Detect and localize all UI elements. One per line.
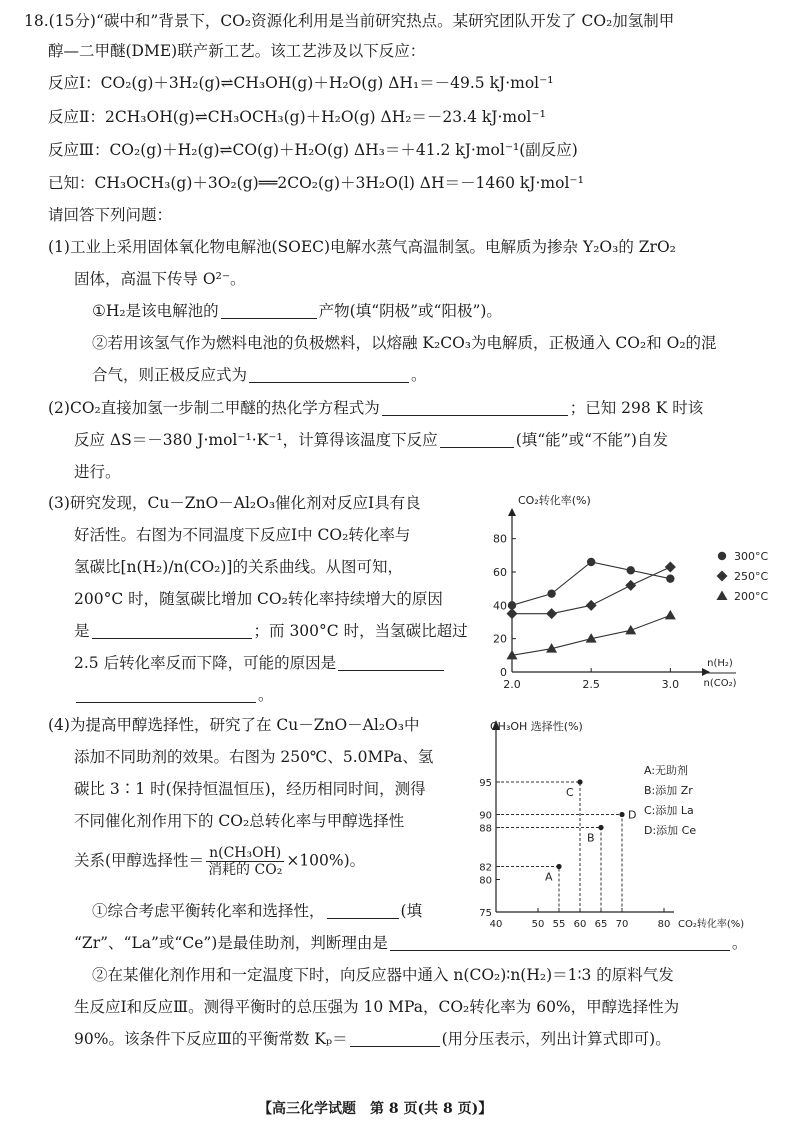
x-tick-label: 40 bbox=[489, 919, 503, 930]
series-point bbox=[547, 589, 555, 597]
legend-label: 250°C bbox=[734, 570, 769, 583]
answer-blank-4a[interactable] bbox=[327, 904, 399, 919]
answer-blank-1b[interactable] bbox=[249, 368, 409, 383]
point-label: C bbox=[566, 786, 574, 799]
part1-b-line2 bbox=[92, 368, 427, 384]
y-axis-arrow bbox=[508, 508, 516, 516]
page-footer: 【高三化学试题 第 8 页(共 8 页)】 bbox=[258, 1101, 493, 1117]
series-point bbox=[666, 574, 674, 582]
series-point bbox=[665, 610, 676, 620]
x-tick-label: 3.0 bbox=[661, 678, 680, 691]
part3-line7-post: 。 bbox=[258, 686, 274, 704]
part1-line1: (1)工业上采用固体氧化物电解池(SOEC)电解水蒸气高温制氢。电解质为掺杂 Y₂O₃的 ZrO₂ bbox=[48, 238, 676, 256]
part4-b-line3 bbox=[74, 1032, 671, 1048]
series-line bbox=[512, 562, 670, 605]
part1-b-line1: ②若用该氢气作为燃料电池的负极燃料，以熔融 K₂CO₃为电解质，正极通入 CO₂和 O₂的混 bbox=[92, 334, 717, 352]
part2-pre: (2)CO₂直接加氢一步制二甲醚的热化学方程式为 bbox=[48, 399, 380, 417]
part3-line5-post: ；而 300°C 时，当氢碳比超过 bbox=[253, 622, 468, 640]
part1-a-post: 产物(填“阴极”或“阳极”)。 bbox=[318, 302, 502, 320]
prompt: 请回答下列问题： bbox=[48, 206, 173, 224]
legend-label: 200°C bbox=[734, 590, 769, 603]
legend-item: D:添加 Ce bbox=[644, 824, 697, 837]
series-point bbox=[587, 558, 595, 566]
part4-line5 bbox=[74, 846, 365, 877]
part3-line3: 氢碳比[n(H₂)/n(CO₂)]的关系曲线。从图可知， bbox=[74, 558, 403, 576]
point-label: A bbox=[545, 870, 553, 884]
legend-item: C:添加 La bbox=[644, 804, 694, 817]
legend-marker bbox=[717, 591, 728, 601]
y-tick-label: 95 bbox=[479, 778, 492, 789]
legend-item: A:无助剂 bbox=[644, 764, 689, 777]
series-point bbox=[627, 566, 635, 574]
question-intro-line2: 醇—二甲醚(DME)联产新工艺。该工艺涉及以下反应： bbox=[48, 42, 426, 60]
part2-line2 bbox=[74, 433, 668, 449]
data-point bbox=[619, 812, 624, 817]
part4-b-line2: 生反应Ⅰ和反应Ⅲ。测得平衡时的总压强为 10 MPa，CO₂转化率为 60%，甲醇选择性为 bbox=[74, 998, 680, 1016]
y-axis-label: CH₃OH 选择性(%) bbox=[490, 720, 583, 733]
reaction-2: 反应Ⅱ：2CH₃OH(g)⇌CH₃OCH₃(g)＋H₂O(g) ΔH₂＝－23.4 kJ·mol⁻¹ bbox=[48, 108, 546, 126]
part1-line2: 固体，高温下传导 O²⁻。 bbox=[74, 270, 246, 288]
x-tick-label: 50 bbox=[531, 919, 545, 930]
part1-b-pre: 合气，则正极反应式为 bbox=[92, 366, 248, 384]
known-reaction: 已知：CH₃OCH₃(g)＋3O₂(g)══2CO₂(g)＋3H₂O(l) ΔH＝－1460 kJ·mol⁻¹ bbox=[48, 174, 584, 192]
part1-b-post: 。 bbox=[411, 366, 427, 384]
y-tick-label: 90 bbox=[479, 810, 492, 822]
y-tick-label: 60 bbox=[493, 566, 507, 579]
part2-line3: 进行。 bbox=[74, 463, 121, 481]
selectivity-chart bbox=[468, 714, 788, 932]
part3-line7 bbox=[74, 688, 274, 704]
part2-post: ；已知 298 K 时该 bbox=[569, 399, 704, 417]
y-tick-label: 80 bbox=[493, 532, 507, 546]
y-tick-label: 40 bbox=[493, 599, 507, 613]
part2-line1 bbox=[48, 401, 703, 417]
part4-a-pre: ①综合考虑平衡转化率和选择性， bbox=[92, 902, 325, 920]
part4-line4: 不同催化剂作用下的 CO₂总转化率与甲醇选择性 bbox=[74, 812, 405, 830]
selectivity-fraction bbox=[206, 846, 284, 877]
part3-line6-text: 2.5 后转化率反而下降，可能的原因是 bbox=[74, 654, 337, 672]
answer-blank-1a[interactable] bbox=[221, 304, 317, 319]
x-axis-arrow bbox=[702, 668, 710, 676]
y-tick-label: 80 bbox=[479, 875, 492, 887]
part1-a-pre: ①H₂是该电解池的 bbox=[92, 302, 219, 320]
part4-line2: 添加不同助剂的效果。右图为 250℃、5.0MPa、氢 bbox=[74, 748, 434, 766]
series-point bbox=[625, 580, 636, 591]
series-point bbox=[586, 600, 597, 611]
part4-a-line1 bbox=[92, 904, 422, 920]
answer-blank-2a[interactable] bbox=[382, 401, 568, 416]
x-tick-label: 2.5 bbox=[582, 678, 600, 691]
guide-line bbox=[496, 782, 580, 912]
answer-blank-2b[interactable] bbox=[440, 433, 514, 448]
legend-marker bbox=[717, 571, 728, 582]
answer-blank-3a[interactable] bbox=[92, 624, 252, 639]
question-intro-line1: 18.(15分)“碳中和”背景下，CO₂资源化利用是当前研究热点。某研究团队开发了 CO₂加氢制甲 bbox=[24, 12, 675, 30]
part4-b-line3-pre: 90%。该条件下反应Ⅲ的平衡常数 Kₚ＝ bbox=[74, 1030, 348, 1048]
fraction-numerator: n(CH₃OH) bbox=[206, 846, 284, 862]
part4-a-line2-pre: “Zr”、“La”或“Ce”)是最佳助剂，判断理由是 bbox=[74, 934, 388, 952]
series-point bbox=[546, 608, 557, 619]
answer-blank-3b-cont[interactable] bbox=[76, 688, 256, 703]
point-label: B bbox=[587, 831, 595, 845]
data-point bbox=[577, 779, 582, 784]
y-tick-label: 75 bbox=[479, 908, 492, 919]
data-point bbox=[598, 825, 603, 830]
answer-blank-4b[interactable] bbox=[350, 1032, 440, 1047]
x-tick-label: 55 bbox=[552, 919, 566, 930]
part4-b-line3-post: (用分压表示，列出计算式即可)。 bbox=[441, 1030, 671, 1048]
part4-a-line2 bbox=[74, 936, 747, 952]
part3-line6 bbox=[74, 656, 446, 672]
conversion-chart bbox=[484, 490, 784, 710]
part3-line5 bbox=[74, 624, 468, 640]
part2-line2-pre: 反应 ΔS＝－380 J·mol⁻¹·K⁻¹，计算得该温度下反应 bbox=[74, 431, 438, 449]
y-tick-label: 88 bbox=[479, 823, 492, 835]
reaction-1: 反应Ⅰ：CO₂(g)＋3H₂(g)⇌CH₃OH(g)＋H₂O(g) ΔH₁＝－49.5 kJ·mol⁻¹ bbox=[48, 74, 554, 92]
part4-a-post: (填 bbox=[400, 902, 423, 920]
y-axis-label: CO₂转化率(%) bbox=[518, 494, 591, 507]
y-tick-label: 0 bbox=[500, 666, 507, 679]
reaction-3: 反应Ⅲ：CO₂(g)＋H₂(g)⇌CO(g)＋H₂O(g) ΔH₃＝＋41.2 kJ·mol⁻¹(副反应) bbox=[48, 141, 578, 159]
part3-line1: (3)研究发现，Cu－ZnO－Al₂O₃催化剂对反应Ⅰ具有良 bbox=[48, 494, 421, 512]
x-axis-label: CO₂转化率(%) bbox=[678, 919, 745, 930]
part3-line4: 200°C 时，随氢碳比增加 CO₂转化率持续增大的原因 bbox=[74, 590, 443, 608]
part4-line5-pre: 关系(甲醇选择性＝ bbox=[74, 851, 205, 870]
fraction-denominator: 消耗的 CO₂ bbox=[208, 862, 283, 878]
series-point bbox=[625, 625, 636, 635]
legend-label: 300°C bbox=[734, 550, 769, 563]
x-tick-label: 65 bbox=[594, 919, 608, 930]
part4-line3: 碳比 3∶1 时(保持恒温恒压)，经历相同时间，测得 bbox=[74, 780, 426, 798]
y-tick-label: 82 bbox=[479, 862, 492, 874]
x-tick-label: 2.0 bbox=[503, 678, 521, 691]
x-tick-label: 70 bbox=[615, 919, 629, 930]
part4-b-line1: ②在某催化剂作用和一定温度下时，向反应器中通入 n(CO₂)∶n(H₂)＝1∶3 的原料气发 bbox=[92, 966, 674, 984]
x-axis-label-numerator: n(H₂) bbox=[707, 658, 733, 669]
y-tick-label: 20 bbox=[493, 632, 507, 646]
part2-line2-post: (填“能”或“不能”)自发 bbox=[515, 431, 668, 449]
series-point bbox=[665, 562, 676, 573]
part4-line1: (4)为提高甲醇选择性，研究了在 Cu－ZnO－Al₂O₃中 bbox=[48, 716, 420, 734]
part4-line5-post: ×100%)。 bbox=[286, 851, 366, 870]
part4-a-line2-post: 。 bbox=[731, 934, 748, 952]
legend-marker bbox=[718, 552, 726, 560]
answer-blank-4a-reason[interactable] bbox=[390, 936, 730, 951]
x-tick-label: 80 bbox=[657, 919, 671, 930]
answer-blank-3b[interactable] bbox=[338, 656, 444, 671]
series-point bbox=[507, 608, 518, 619]
part1-a bbox=[92, 304, 502, 320]
part3-line5-pre: 是 bbox=[74, 622, 90, 640]
point-label: D bbox=[628, 808, 637, 822]
data-point bbox=[556, 864, 561, 869]
guide-line bbox=[496, 815, 622, 913]
legend-item: B:添加 Zr bbox=[644, 784, 693, 797]
x-axis-label-denominator: n(CO₂) bbox=[703, 678, 737, 689]
x-tick-label: 60 bbox=[573, 919, 587, 930]
part3-line2: 好活性。右图为不同温度下反应Ⅰ中 CO₂转化率与 bbox=[74, 526, 411, 544]
